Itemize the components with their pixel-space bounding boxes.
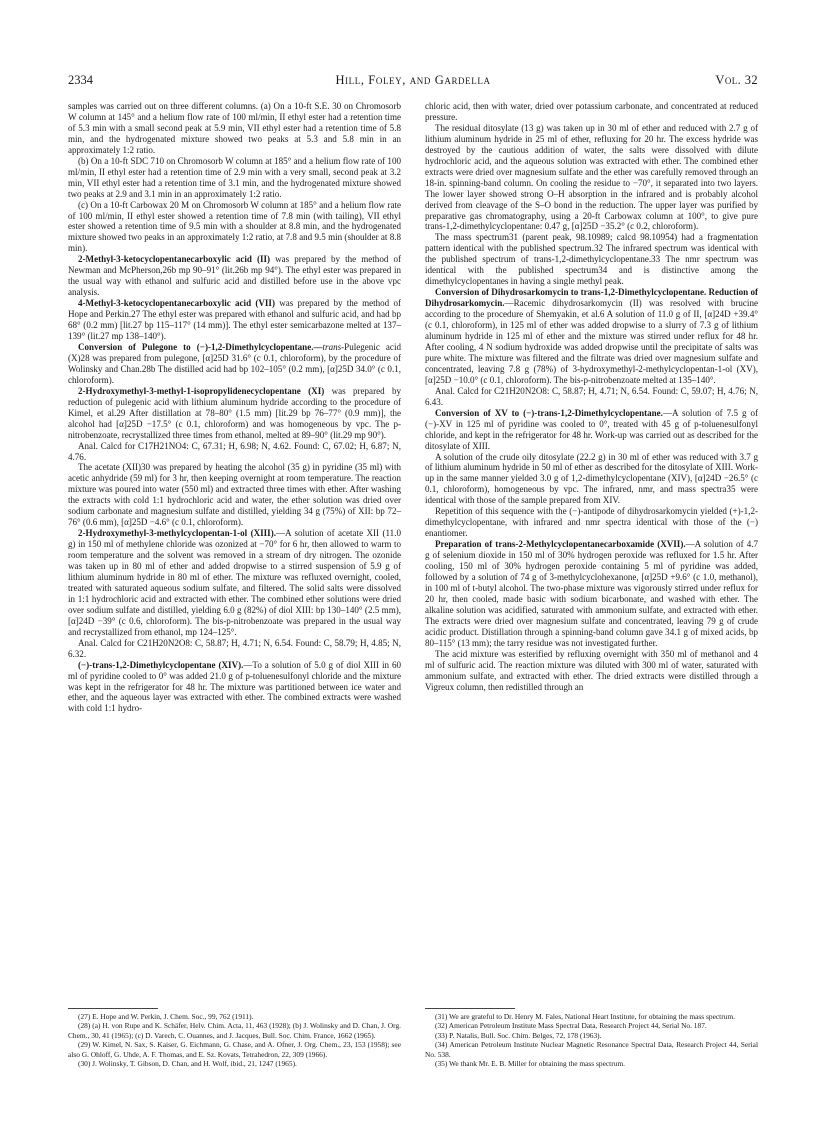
paragraph-text: The mass spectrum31 (parent peak, 98.10989; calcd 98.10954) had a fragmentation pattern identical with the published spectrum.32 The infrared spectrum was identical with the published spectrum of trans-1,2-dimethylcyclopentane.33 The nmr spectrum was identical with the published spectrum34 and is distinctive among the dimethylcyclopentanes in having a single methyl peak. (425, 232, 758, 287)
running-authors: Hill, Foley, and Gardella (335, 73, 491, 87)
paragraph (68, 638, 401, 660)
paragraph (68, 342, 401, 386)
paragraph (68, 200, 401, 255)
paragraph (68, 386, 401, 441)
run-in-heading: Conversion of XV to (−)-trans-1,2-Dimethylcyclopentane. (435, 407, 663, 418)
footnote: (30) J. Wolinsky, T. Gibson, D. Chan, and H. Wolf, ibid., 21, 1247 (1965). (78, 1059, 297, 1069)
paragraph-text: —To a solution of 5.0 g of diol XIII in 60 ml of pyridine cooled to 0° was added 21.0 g of p-toluenesulfonyl chloride and the mixture was kept in the refrigerator for 48 hr. The mixture was partitioned between ice water and ether, and the aqueous layer was extracted with ether. The combined extracts were washed with cold 1:1 hydro- (68, 659, 401, 714)
footnotes-right (425, 1012, 758, 1068)
paragraph (425, 123, 758, 233)
footnote: (27) E. Hope and W. Perkin, J. Chem. Soc., 99, 762 (1911). (78, 1012, 254, 1021)
italic-prefix: trans (322, 341, 342, 352)
paragraph (68, 441, 401, 463)
paragraph (425, 101, 758, 123)
run-in-heading: 2-Hydroxymethyl-3-methyl-1-isopropylidenecyclopentane (XI) (78, 385, 325, 396)
paragraph-text: Repetition of this sequence with the (−)-antipode of dihydrosarkomycin yielded (+)-1,2-dimethylcyclopentane, with infrared and nmr spectra identical with those of the (−) enantiomer. (425, 506, 758, 539)
run-in-heading: 2-Hydroxymethyl-3-methylcyclopentan-1-ol (XIII). (78, 528, 276, 539)
paragraph (425, 452, 758, 507)
paragraph (425, 539, 758, 649)
paragraph-text: The acetate (XII)30 was prepared by heating the alcohol (35 g) in pyridine (35 ml) with acetic anhydride (59 ml) for 3 hr, then keeping overnight at room temperature. The reaction mixture was poured into water (550 ml) and extracted three times with ether. After washing the extracts with cold 1:1 hydrochloric acid and water, the ether solution was dried over sodium carbonate and magnesium sulfate and distilled, yielding 34 g (75%) of XII: bp 72–76° (0.6 mm), [α]25D −4.6° (c 0.1, chloroform). (68, 462, 401, 528)
paragraph (68, 528, 401, 638)
running-header (68, 73, 758, 93)
paragraph-text: -Pulegenic acid (X)28 was prepared from pulegone, [α]25D 31.6° (c 0.1, chloroform), by the procedure of Wolinsky and Chan.28b The distilled acid had bp 102–105° (0.2 mm), [α]25D 34.0° (c 0.1, chloroform). (68, 341, 401, 385)
paragraph-text: Anal. Calcd for C21H20N2O8: C, 58.87; H, 4.71; N, 6.54. Found: C, 58.79; H, 4.85; N, 6.32. (68, 637, 401, 659)
footnote-rule-left (68, 1008, 158, 1009)
volume-label: Vol. 32 (715, 73, 758, 87)
paragraph (68, 101, 401, 156)
paragraph (425, 408, 758, 452)
paragraph-text: was prepared by reduction of pulegenic acid with lithium aluminum hydride according to the procedure of Kimel, et al.29 After distillation at 78–80° (1.5 mm) [lit.29 bp 76–77° (0.9 mm)], the alcohol had [α]25D −17.5° (c 0.1, chloroform) and was homogeneous by vpc. The p-nitrobenzoate, recrystallized three times from ethanol, melted at 89–90° (lit.29 mp 90°). (68, 385, 402, 440)
footnote: (31) We are grateful to Dr. Henry M. Fales, National Heart Institute, for obtaining the mass spectrum. (435, 1012, 735, 1021)
paragraph (68, 462, 401, 528)
run-in-heading: (−)-trans-1,2-Dimethylcyclopentane (XIV). (78, 659, 244, 670)
paragraph-text: (c) On a 10-ft Carbowax 20 M on Chromosorb W column at 185° and a helium flow rate of 100 ml/min, II ethyl ester showed a retention time of 7.8 min (with tailing), VII ethyl ester showed a retention time of 9.5 min with a shoulder at 8.8 min, and the hydrogenated mixture showed two peaks in an approximately 1:2 ratio, at 7.8 and 9.5 min (shoulder at 8.8 min). (68, 199, 401, 254)
paragraph-text: —A solution of 4.7 g of selenium dioxide in 150 ml of 30% hydrogen peroxide was refluxed for 1.5 hr. After cooling, 150 ml of 30% hydrogen peroxide containing 5 ml of pyridine was added, followed by a solution of 74 g of 3-methylcyclohexanone, [α]25D +9.6° (c 1.0, methanol), in 100 ml of t-butyl alcohol. The two-phase mixture was vigorously stirred under reflux for 20 hr, then cooled, made basic with sodium bicarbonate, and washed with ether. The alkaline solution was acidified, saturated with ammonium sulfate, and extracted with ether. The extracts were dried over magnesium sulfate and concentrated, leaving 79 g of crude acidic product. Distillation through a spinning-band column gave 34.1 g of mixed acids, bp 80–115° (13 mm); the tarry residue was not investigated further. (425, 539, 758, 648)
run-in-heading: Conversion of Pulegone to (−)-1,2-Dimethylcyclopentane.— (78, 341, 323, 352)
paragraph-text: chloric acid, then with water, dried over potassium carbonate, and concentrated at reduced pressure. (425, 101, 758, 122)
paragraph (425, 649, 758, 693)
paragraph-text: was prepared by the method of Hope and Perkin.27 The ethyl ester was prepared with ethanol and sulfuric acid, and had bp 68° (0.2 mm) [lit.27 bp 115–117° (14 mm)]. The ethyl ester semicarbazone melted at 137–139° (lit.27 mp 138–140°). (68, 298, 401, 342)
paragraph (68, 156, 401, 200)
footnote: (33) P. Natalis, Bull. Soc. Chim. Belges, 72, 178 (1963). (435, 1030, 602, 1040)
footnote: (34) American Petroleum Institute Nuclear Magnetic Resonance Spectral Data, Research Project 44, Serial No. 538. (425, 1040, 758, 1059)
paragraph-text: The acid mixture was esterified by refluxing overnight with 350 ml of methanol and 4 ml of sulfuric acid. The reaction mixture was diluted with 300 ml of water, saturated with ammonium sulfate, and extracted with ether. The dried extracts were distilled through a Vigreux column, then redistilled through an (425, 648, 758, 692)
paragraph (68, 298, 401, 342)
paragraph-text: The residual ditosylate (13 g) was taken up in 30 ml of ether and reduced with 2.7 g of lithium aluminum hydride in 25 ml of ether, refluxing for 20 hr. The excess hydride was destroyed by the cautious addition of water, the salts were dissolved with dilute hydrochloric acid, and the aqueous solution was extracted with ether. The combined ether extracts were dried over magnesium sulfate and the ether was carefully removed through an 18-in. spinning-band column. On cooling the residue to −70°, it separated into two layers. The lower layer showed strong O–H absorption in the infrared and is probably alcohol derived from cleavage of the S–O bond in the reduction. The upper layer was purified by preparative gas chromatography, using a 20-ft Carbowax column at 100°, to give pure trans-1,2-dimethylcyclopentane: 0.47 g, [α]25D −35.2° (c 0.2, chloroform). (425, 122, 758, 232)
footnote: (29) W. Kimel, N. Sax, S. Kaiser, G. Eichmann, G. Chase, and A. Ofner, J. Org. Chem., 23, 153 (1958); see also G. Ohloff, G. Uhde, A. F. Thomas, and E. Sz. Kovats, Tetrahedron, 22, 309 (1966). (68, 1040, 401, 1059)
footnote: (35) We thank Mr. E. B. Miller for obtaining the mass spectrum. (435, 1059, 625, 1069)
paragraph-text: Anal. Calcd for C21H20N2O8: C, 58.87; H, 4.71; N, 6.54. Found: C, 59.07; H, 4.76; N, 6.43. (425, 385, 758, 407)
paragraph-text: —A solution of acetate XII (11.0 g) in 150 ml of methylene chloride was ozonized at −70° for 6 hr, then allowed to warm to room temperature and the solvent was removed in a stream of dry nitrogen. The ozonide was taken up in 80 ml of ether and added dropwise to a stirred suspension of 5.9 g of lithium aluminum hydride in 80 ml of ether. The mixture was refluxed overnight, cooled, treated with saturated aqueous sodium sulfate, and filtered. The solid salts were dissolved in 1:1 hydrochloric acid and extracted with ether. The combined ether solutions were dried over sodium sulfate and distilled, yielding 6.0 g (82%) of diol XIII: bp 130–140° (2.5 mm), [α]24D −39° (c 0.6, chloroform). The bis-p-nitrobenzoate was prepared in the usual way and recrystallized from ethanol, mp 124–125°. (68, 528, 401, 637)
paragraph (425, 506, 758, 539)
paragraph-text: —A solution of 7.5 g of (−)-XV in 125 ml of pyridine was cooled to 0°, treated with 45 g of p-toluenesulfonyl chloride, and kept in the refrigerator for 48 hr. Work-up was carried out as described for the ditosylate of XIII. (425, 407, 758, 451)
run-in-heading: Conversion of Dihydrosarkomycin to trans-1,2-Dimethylcyclopentane. Reduction of Dihydrosarkomycin. (425, 287, 758, 309)
paragraph-text: (b) On a 10-ft SDC 710 on Chromosorb W column at 185° and a helium flow rate of 100 ml/min, II ethyl ester had a retention time of 2.9 min with a very small, second peak at 3.2 min, VII ethyl ester had a retention time of 3.1 min, and the hydrogenated mixture showed two peaks at 2.9 and 3.1 min in an approximately 1:2 ratio. (68, 155, 401, 199)
paragraph-text: samples was carried out on three different columns. (a) On a 10-ft S.E. 30 on Chromosorb W column at 145° and a helium flow rate of 100 ml/min, II ethyl ester had a retention time of 5.3 min with a small second peak at 5.9 min, VII ethyl ester had a retention time of 5.8 min, and the hydrogenated mixture showed two peaks at 5.3 and 5.8 min in an approximately 1:2 ratio. (68, 101, 401, 155)
paragraph (68, 254, 401, 298)
paragraph-text: A solution of the crude oily ditosylate (22.2 g) in 30 ml of ether was reduced with 3.7 g of lithium aluminum hydride in 50 ml of ether as described for the ditosylate of XIII. Work-up in the same manner yielded 3.0 g of 1,2-dimethylcyclopentane (XIV), [α]24D −26.5° (c 0.1, chloroform), homogeneous by vpc. The infrared, nmr, and mass spectra35 were identical with those of the sample prepared from XIV. (425, 451, 758, 506)
page-number: 2334 (68, 73, 93, 87)
run-in-heading: 2-Methyl-3-ketocyclopentanecarboxylic acid (II) (78, 254, 271, 265)
paragraph (425, 386, 758, 408)
paragraph (425, 287, 758, 386)
footnotes-left (68, 1012, 401, 1068)
footnote: (28) (a) H. von Rupe and K. Schäfer, Helv. Chim. Acta, 11, 463 (1928); (b) J. Wolinsky and D. Chan, J. Org. Chem., 30, 41 (1965); (c) D. Varech, C. Ouannes, and J. Jacques, Bull. Soc. Chim. France, 1662 (1965). (68, 1021, 401, 1040)
run-in-heading: Preparation of trans-2-Methylcyclopentanecarboxamide (XVII). (435, 539, 686, 550)
paragraph-text: Anal. Calcd for C17H21NO4: C, 67.31; H, 6.98; N, 4.62. Found: C, 67.02; H, 6.87; N, 4.76. (68, 440, 401, 462)
paragraph-text: was prepared by the method of Newman and McPherson,26b mp 90–91° (lit.26b mp 94°). The ethyl ester was prepared in the usual way with ethanol and sulfuric acid and distilled before use in the above vpc analysis. (68, 254, 401, 298)
footnote-rule-right (425, 1008, 515, 1009)
right-column (425, 101, 758, 692)
left-column (68, 101, 401, 714)
footnote: (32) American Petroleum Institute Mass Spectral Data, Research Project 44, Serial No. 187. (435, 1021, 707, 1031)
paragraph (425, 232, 758, 287)
paragraph-text: —Racemic dihydrosarkomycin (II) was resolved with brucine according to the procedure of Shemyakin, et al.6 A solution of 11.0 g of II, [α]24D +39.4° (c 0.1, chloroform), in 125 ml of ether was added dropwise to a slurry of 7.3 g of lithium aluminum hydride in 125 ml of ether and the mixture was stirred under reflux for 48 hr. After cooling, 4 N sodium hydroxide was added dropwise until the precipitate of salts was pure white. The mixture was filtered and the filtrate was dried over magnesium sulfate and concentrated, leaving 7.8 g (78%) of 3-hydroxymethyl-2-methylcyclopentan-1-ol (XV), [α]25D −10.0° (c 0.1, chloroform). The bis-p-nitrobenzoate melted at 135–140°. (425, 298, 758, 385)
run-in-heading: 4-Methyl-3-ketocyclopentanecarboxylic acid (VII) (78, 298, 275, 309)
paragraph (68, 660, 401, 715)
